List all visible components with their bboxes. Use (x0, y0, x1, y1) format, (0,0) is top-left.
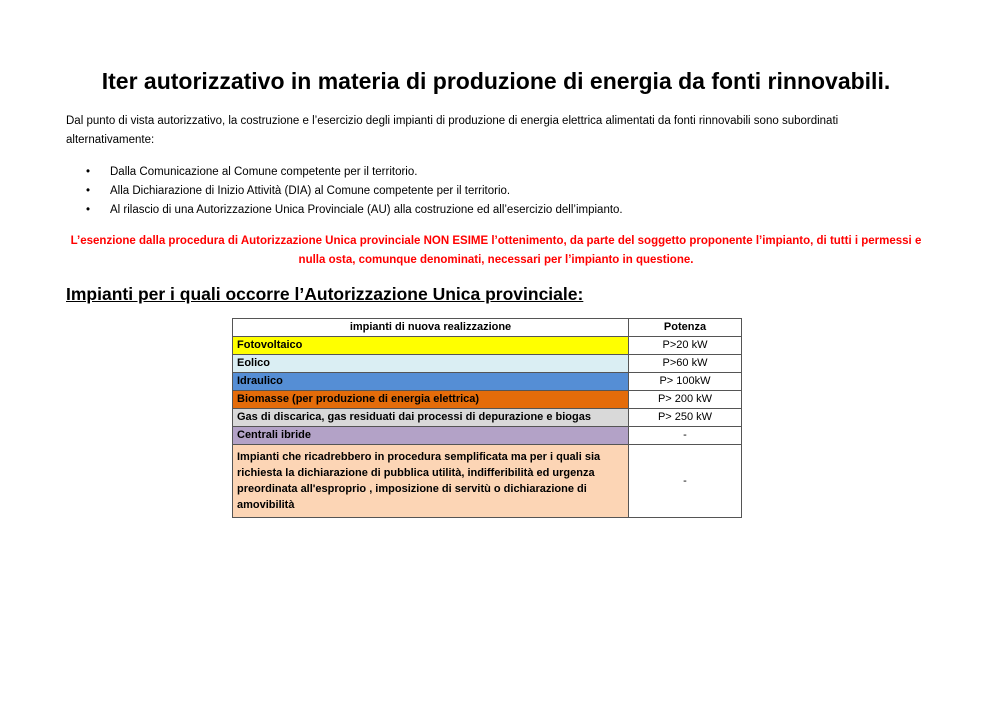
table-row (233, 445, 742, 518)
plant-type-cell: Impianti che ricadrebbero in procedura semplificata ma per i quali sia richiesta la dichiarazione di pubblica utilità, indifferibilità ed urgenza preordinata all'esproprio , imposizione di servitù o dichiarazione di amovibilità (233, 445, 629, 518)
list-item-text: Dalla Comunicazione al Comune competente per il territorio. (110, 166, 418, 178)
page-title: Iter autorizzativo in materia di produzione di energia da fonti rinnovabili. (101, 68, 891, 94)
bullet-icon: • (86, 185, 91, 197)
table-row (233, 337, 742, 355)
exemption-notice: L’esenzione dalla procedura di Autorizzazione Unica provinciale NON ESIME l’ottenimento, da parte del soggetto proponente l’impianto, di tutti i permessi e nulla osta, comunque denominati, necessari per l’impianto in questione. (70, 235, 922, 266)
list-item-text: Al rilascio di una Autorizzazione Unica Provinciale (AU) alla costruzione ed all’esercizio dell’impianto. (110, 204, 623, 216)
plant-type-cell: Biomasse (per produzione di energia elettrica) (233, 391, 629, 409)
bullet-icon: • (86, 204, 91, 216)
table-row (233, 373, 742, 391)
power-cell: P> 200 kW (629, 391, 742, 409)
power-cell: P> 250 kW (629, 409, 742, 427)
list-item-text: Alla Dichiarazione di Inizio Attività (DIA) al Comune competente per il territorio. (110, 185, 511, 197)
power-cell: - (629, 445, 742, 518)
authorization-table (232, 318, 742, 518)
authorization-options-list (86, 163, 623, 220)
table-row (233, 409, 742, 427)
plant-type-cell: Gas di discarica, gas residuati dai processi di depurazione e biogas (233, 409, 629, 427)
power-cell: P>60 kW (629, 355, 742, 373)
section-subtitle: Impianti per i quali occorre l’Autorizzazione Unica provinciale: (66, 284, 584, 304)
power-cell: P>20 kW (629, 337, 742, 355)
header-plant-type: impianti di nuova realizzazione (233, 319, 629, 337)
list-item (86, 182, 623, 201)
table-header-row (233, 319, 742, 337)
bullet-icon: • (86, 166, 91, 178)
table-row (233, 391, 742, 409)
header-power: Potenza (629, 319, 742, 337)
power-cell: - (629, 427, 742, 445)
plant-type-cell: Fotovoltaico (233, 337, 629, 355)
list-item (86, 163, 623, 182)
table-row (233, 427, 742, 445)
plant-type-cell: Centrali ibride (233, 427, 629, 445)
list-item (86, 201, 623, 220)
plant-type-cell: Eolico (233, 355, 629, 373)
table-row (233, 355, 742, 373)
plant-type-cell: Idraulico (233, 373, 629, 391)
power-cell: P> 100kW (629, 373, 742, 391)
intro-paragraph: Dal punto di vista autorizzativo, la costruzione e l’esercizio degli impianti di produzione di energia elettrica alimentati da fonti rinnovabili sono subordinati alternativamente: (66, 115, 839, 146)
